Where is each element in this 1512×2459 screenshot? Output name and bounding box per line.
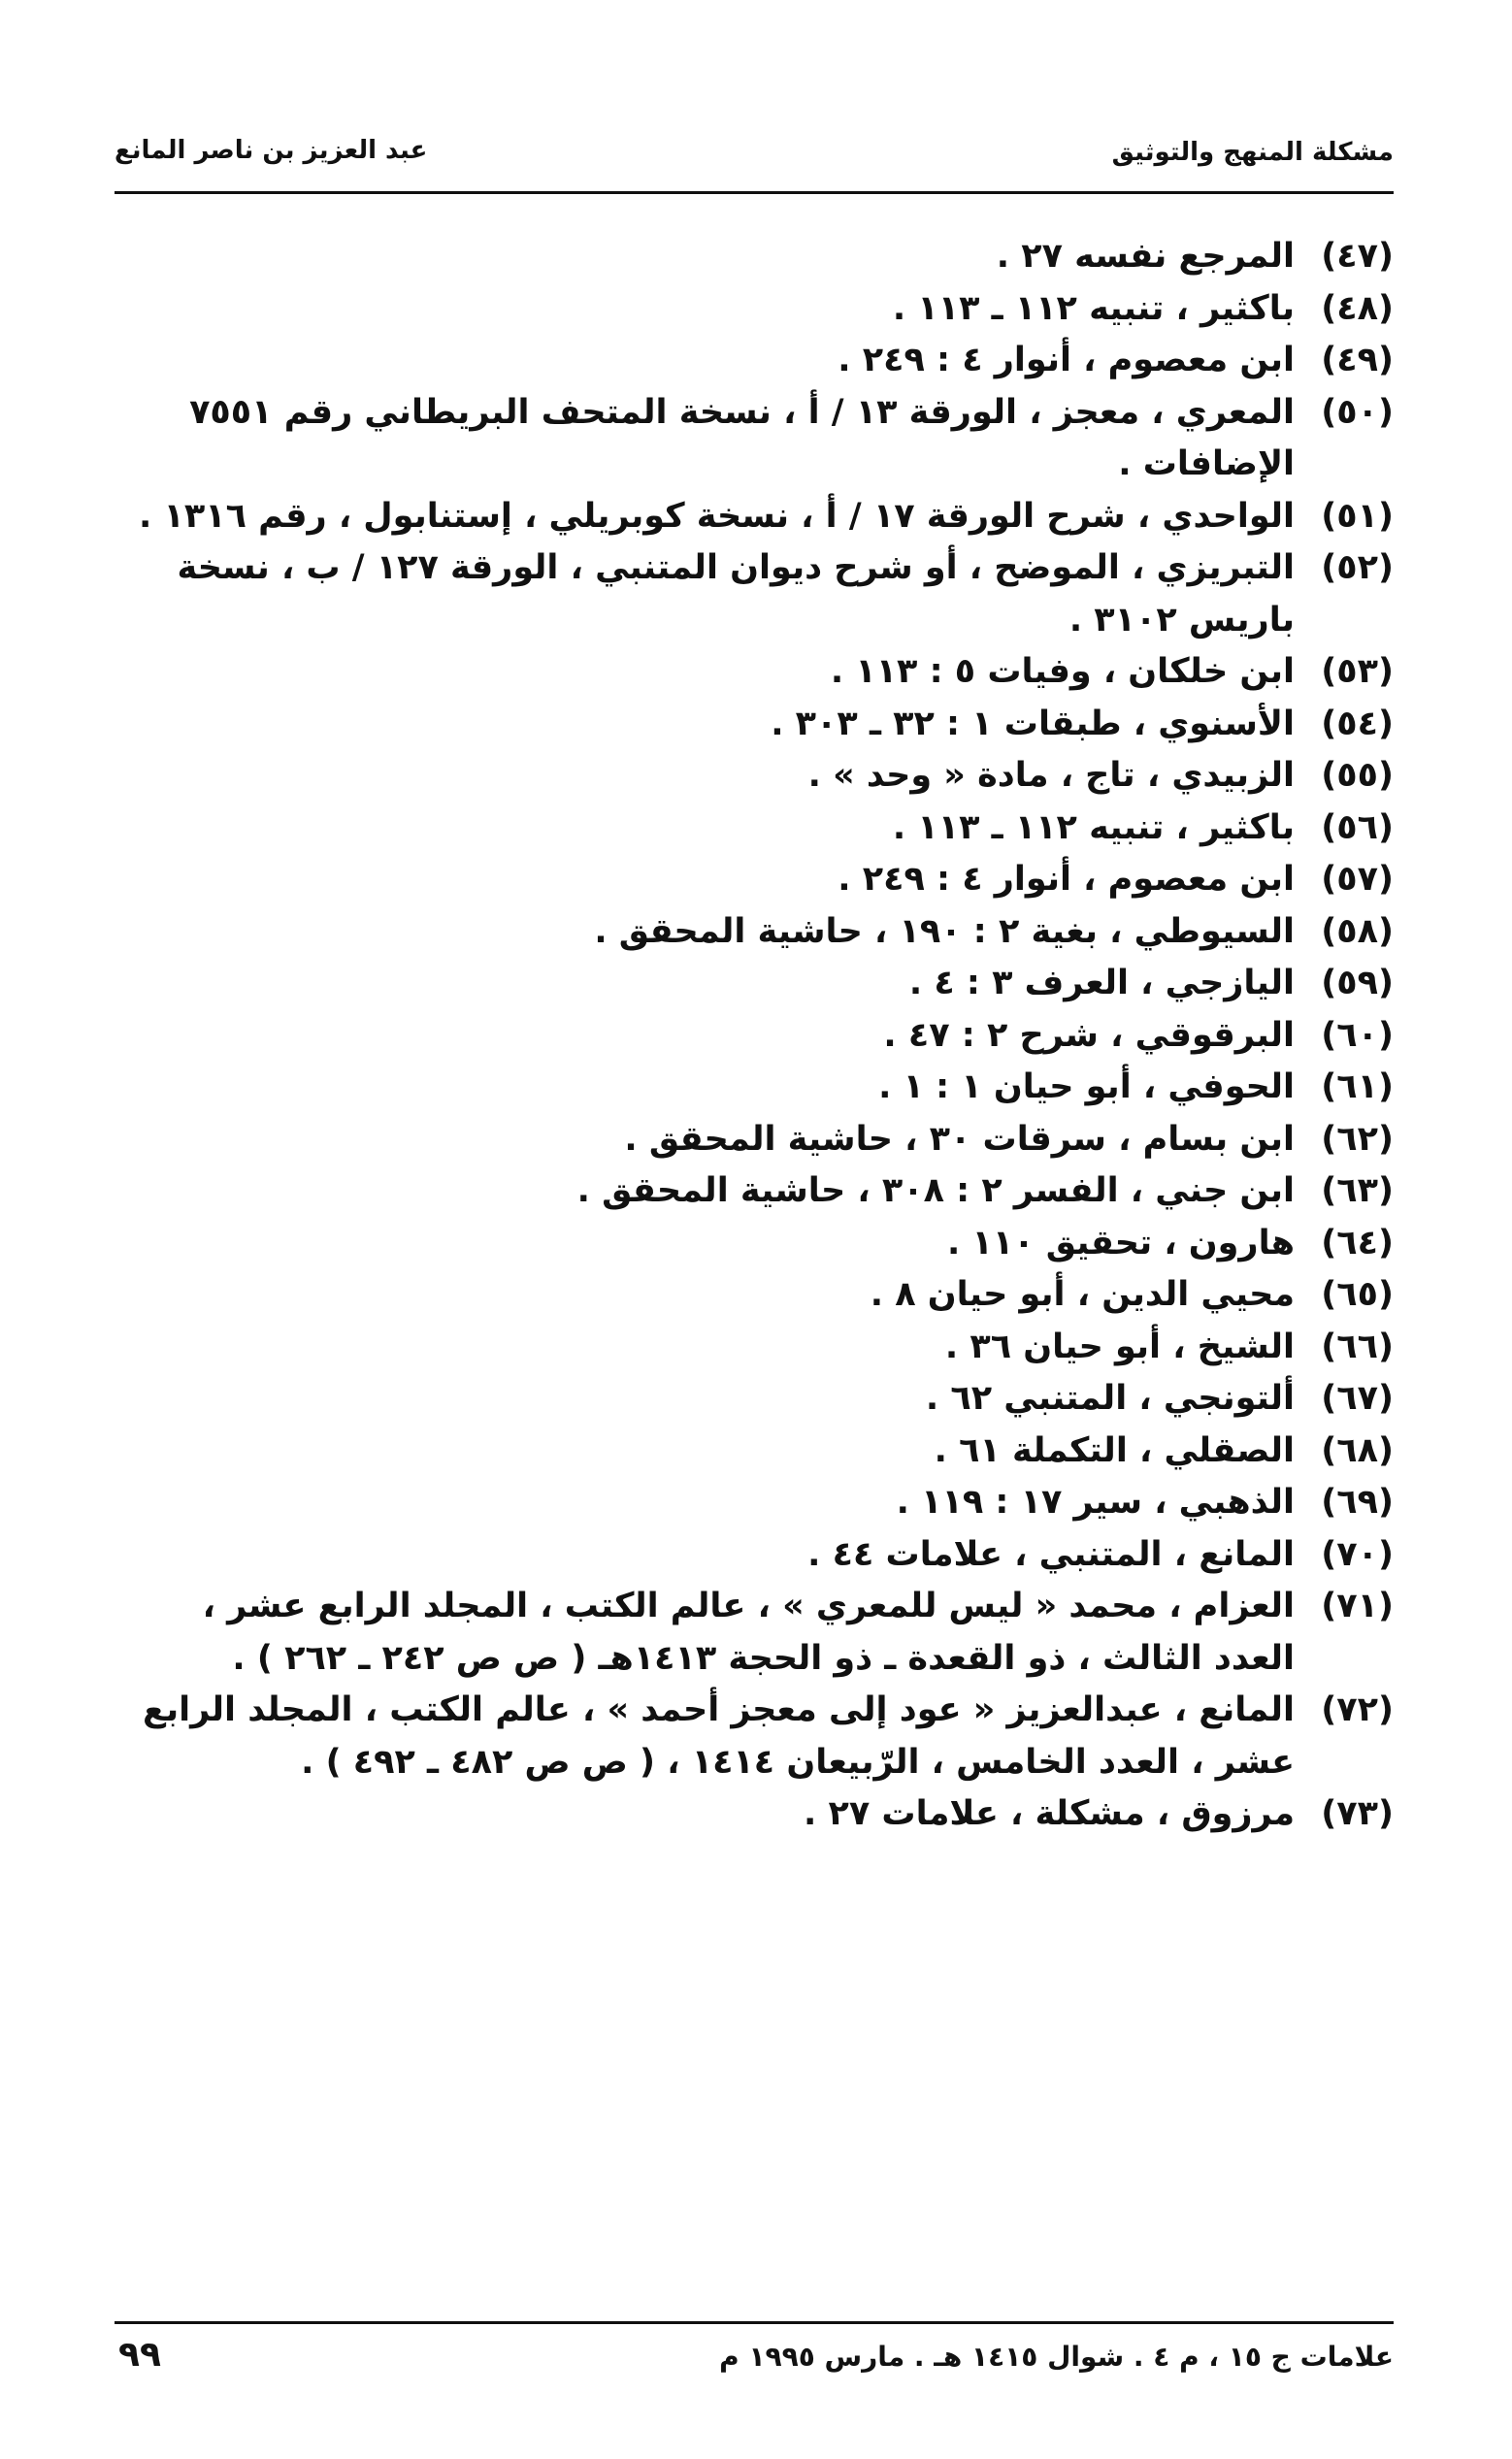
header-author: عبد العزيز بن ناصر المانع <box>115 136 428 165</box>
endnote-text: التبريزي ، الموضح ، أو شرح ديوان المتنبي ، الورقة ١٢٧ / ب ، نسخة باريس ٣١٠٢ . <box>177 548 1295 639</box>
endnote-item <box>115 1114 1394 1166</box>
endnote-number: (٦٠) <box>1321 1015 1394 1055</box>
endnote-text: الشيخ ، أبو حيان ٣٦ . <box>944 1327 1295 1366</box>
endnote-item <box>115 803 1394 855</box>
endnote-item <box>115 906 1394 959</box>
endnote-text: ابن جني ، الفسر ٢ : ٣٠٨ ، حاشية المحقق . <box>576 1171 1295 1210</box>
endnote-number: (٥٢) <box>1321 548 1394 587</box>
endnote-item <box>115 1165 1394 1218</box>
endnote-item <box>115 491 1394 543</box>
endnote-item <box>115 1269 1394 1322</box>
header-title: مشكلة المنهج والتوثيق <box>1111 138 1394 167</box>
endnote-number: (٦٤) <box>1321 1223 1394 1262</box>
endnote-text: المعري ، معجز ، الورقة ١٣ / أ ، نسخة المتحف البريطاني رقم ٧٥٥١ الإضافات . <box>189 392 1295 483</box>
endnote-item <box>115 854 1394 906</box>
endnote-text: مرزوق ، مشكلة ، علامات ٢٧ . <box>804 1794 1295 1833</box>
endnote-number: (٦٣) <box>1321 1171 1394 1210</box>
endnote-number: (٥٣) <box>1321 652 1394 691</box>
endnote-number: (٦٩) <box>1321 1483 1394 1522</box>
endnote-text: المانع ، المتنبي ، علامات ٤٤ . <box>807 1534 1295 1574</box>
endnote-number: (٥٥) <box>1321 756 1394 795</box>
endnote-number: (٧١) <box>1321 1587 1394 1625</box>
endnote-number: (٦١) <box>1321 1067 1394 1106</box>
endnote-number: (٦٥) <box>1321 1275 1394 1314</box>
endnote-number: (٧٣) <box>1321 1794 1394 1833</box>
endnote-text: المرجع نفسه ٢٧ . <box>996 237 1295 276</box>
endnote-text: المانع ، عبدالعزيز « عود إلى معجز أحمد » ، عالم الكتب ، المجلد الرابع عشر ، العدد الخامس ، الرّبيعان ١٤١٤ ، ( ص ص ٤٨٢ ـ ٤٩٢ ) . <box>143 1690 1295 1782</box>
footer-journal-info: علامات ج ١٥ ، م ٤ . شوال ١٤١٥ هـ . مارس ١٩٩٥ م <box>719 2341 1394 2373</box>
footer-divider <box>115 2321 1394 2324</box>
endnotes-list <box>115 231 1394 1841</box>
header-divider <box>115 191 1394 194</box>
endnote-text: الحوفي ، أبو حيان ١ : ١ . <box>878 1067 1295 1106</box>
endnote-item <box>115 1685 1394 1788</box>
endnote-item <box>115 1062 1394 1114</box>
endnote-number: (٥٩) <box>1321 964 1394 1002</box>
endnote-number: (٦٨) <box>1321 1430 1394 1470</box>
endnote-item <box>115 699 1394 751</box>
endnote-number: (٤٧) <box>1321 237 1394 276</box>
endnote-number: (٤٩) <box>1321 341 1394 379</box>
endnote-text: الزبيدي ، تاج ، مادة « وحد » . <box>807 756 1295 795</box>
endnote-number: (٥١) <box>1321 496 1394 536</box>
endnote-item <box>115 1426 1394 1478</box>
endnote-text: باكثير ، تنبيه ١١٢ ـ ١١٣ . <box>892 807 1295 847</box>
endnote-item <box>115 1477 1394 1529</box>
endnote-item <box>115 1581 1394 1685</box>
endnote-text: العزام ، محمد « ليس للمعري » ، عالم الكتب ، المجلد الرابع عشر ، العدد الثالث ، ذو القعدة ـ ذو الحجة ١٤١٣هـ ( ص ص ٢٤٢ ـ ٢٦٢ ) . <box>202 1587 1295 1678</box>
endnote-number: (٤٨) <box>1321 288 1394 328</box>
endnote-text: ابن معصوم ، أنوار ٤ : ٢٤٩ . <box>838 860 1295 899</box>
endnote-item <box>115 231 1394 283</box>
endnote-text: ابن معصوم ، أنوار ٤ : ٢٤٩ . <box>838 341 1295 379</box>
endnote-item <box>115 387 1394 491</box>
endnote-item <box>115 283 1394 336</box>
endnote-text: ألتونجي ، المتنبي ٦٢ . <box>925 1379 1295 1418</box>
endnote-number: (٦٢) <box>1321 1119 1394 1159</box>
endnote-text: الواحدي ، شرح الورقة ١٧ / أ ، نسخة كوبريلي ، إستنابول ، رقم ١٣١٦ . <box>139 496 1295 536</box>
endnote-item <box>115 1373 1394 1426</box>
endnote-item <box>115 1218 1394 1270</box>
endnote-text: باكثير ، تنبيه ١١٢ ـ ١١٣ . <box>892 288 1295 328</box>
endnote-number: (٥٦) <box>1321 807 1394 847</box>
endnote-number: (٥٨) <box>1321 911 1394 951</box>
endnote-number: (٥٧) <box>1321 860 1394 899</box>
endnote-number: (٦٦) <box>1321 1327 1394 1366</box>
running-footer <box>115 2331 1394 2389</box>
endnote-text: محيي الدين ، أبو حيان ٨ . <box>870 1275 1295 1314</box>
endnote-item <box>115 542 1394 646</box>
endnote-text: الذهبي ، سير ١٧ : ١١٩ . <box>896 1483 1295 1522</box>
endnote-number: (٧٢) <box>1321 1690 1394 1729</box>
endnote-item <box>115 1010 1394 1063</box>
endnote-text: البرقوقي ، شرح ٢ : ٤٧ . <box>883 1015 1295 1055</box>
endnote-item <box>115 646 1394 699</box>
endnote-item <box>115 958 1394 1010</box>
endnote-item <box>115 335 1394 387</box>
endnote-text: السيوطي ، بغية ٢ : ١٩٠ ، حاشية المحقق . <box>594 911 1295 951</box>
endnote-text: اليازجي ، العرف ٣ : ٤ . <box>908 964 1295 1002</box>
endnote-text: الصقلي ، التكملة ٦١ . <box>934 1430 1295 1470</box>
endnote-number: (٥٤) <box>1321 704 1394 743</box>
endnote-number: (٦٧) <box>1321 1379 1394 1418</box>
running-header <box>115 128 1394 186</box>
endnote-item <box>115 750 1394 803</box>
endnote-item <box>115 1529 1394 1582</box>
endnote-text: هارون ، تحقيق ١١٠ . <box>946 1223 1295 1262</box>
endnote-item <box>115 1788 1394 1841</box>
page-number: ٩٩ <box>118 2335 161 2375</box>
endnote-number: (٥٠) <box>1321 392 1394 432</box>
endnote-item <box>115 1322 1394 1374</box>
endnote-number: (٧٠) <box>1321 1534 1394 1574</box>
endnote-text: ابن بسام ، سرقات ٣٠ ، حاشية المحقق . <box>624 1119 1295 1159</box>
endnote-text: ابن خلكان ، وفيات ٥ : ١١٣ . <box>830 652 1295 691</box>
endnote-text: الأسنوي ، طبقات ١ : ٣٢ ـ ٣٠٣ . <box>771 704 1295 743</box>
